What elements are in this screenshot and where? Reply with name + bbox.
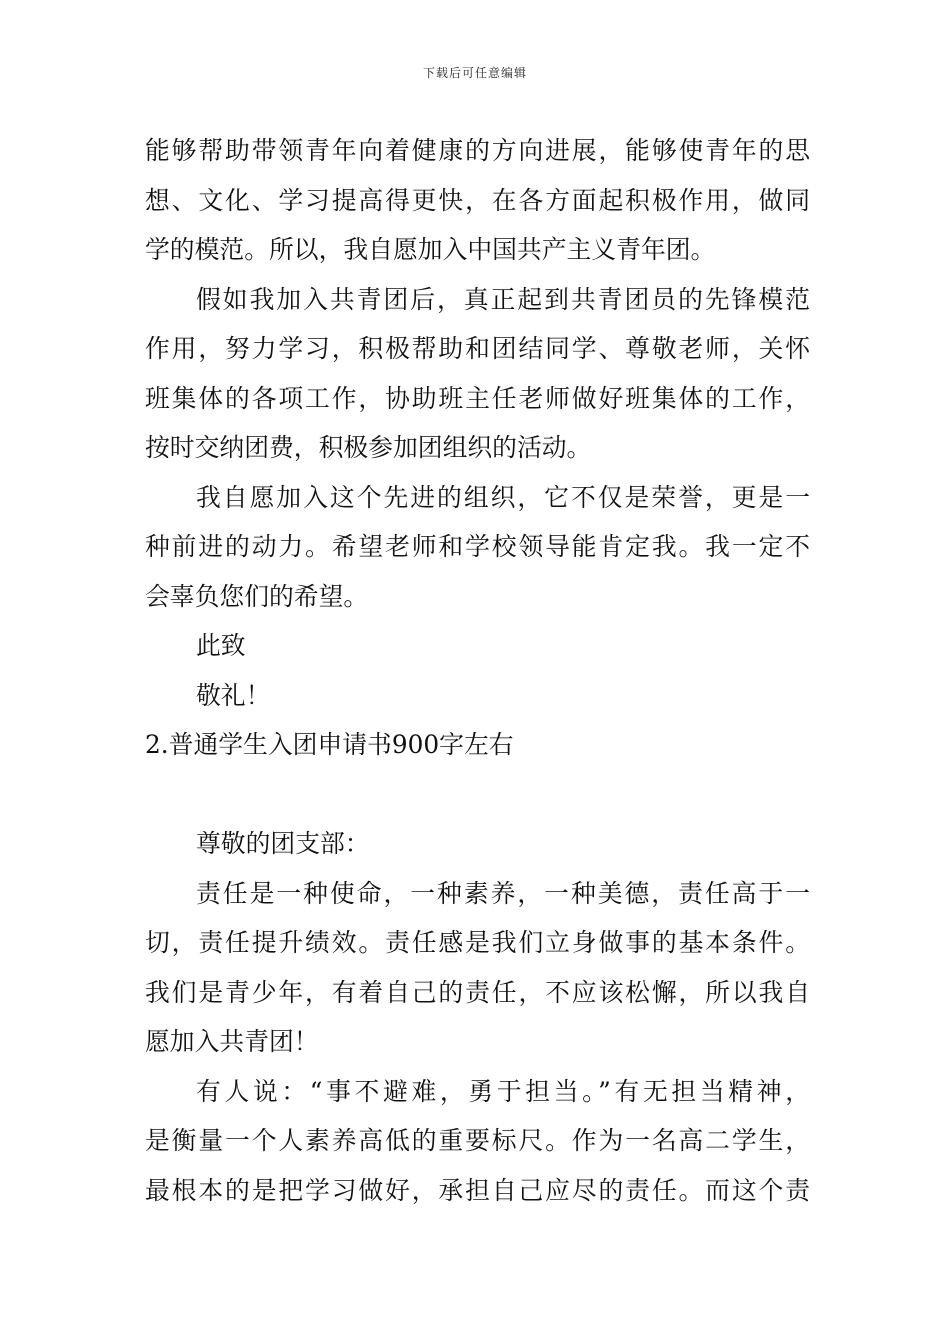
text-line: 班集体的各项工作，协助班主任老师做好班集体的工作， — [145, 383, 810, 413]
text-line: 愿加入共青团！ — [145, 1027, 319, 1056]
text-line: 学的模范。所以，我自愿加入中国共产主义青年团。 — [145, 235, 716, 264]
text-line: 假如我加入共青团后，真正起到共青团员的先锋模范 — [196, 284, 810, 314]
text-line: 能够帮助带领青年向着健康的方向进展，能够使青年的思 — [145, 136, 810, 165]
text-line: 我们是青少年，有着自己的责任，不应该松懈，所以我自 — [145, 977, 810, 1007]
text-line: 我自愿加入这个先进的组织，它不仅是荣誉，更是一 — [196, 482, 810, 512]
text-line: 责任是一种使命，一种素养，一种美德，责任高于一 — [196, 878, 810, 908]
page-header: 下载后可任意编辑 — [422, 66, 527, 80]
blank-line — [145, 770, 810, 820]
text-line: 最根本的是把学习做好，承担自己应尽的责任。而这个责 — [145, 1175, 810, 1205]
text-line: 种前进的动力。希望老师和学校领导能肯定我。我一定不 — [145, 532, 810, 561]
text-line: 敬礼！ — [196, 680, 271, 710]
text-line: 尊敬的团支部： — [196, 829, 370, 858]
text-line: 是衡量一个人素养高低的重要标尺。作为一名高二学生， — [145, 1126, 810, 1155]
text-line: 按时交纳团费，积极参加团组织的活动。 — [145, 433, 592, 462]
text-line: 想、文化、学习提高得更快，在各方面起积极作用，做同 — [145, 185, 810, 215]
document-body — [145, 126, 810, 1215]
text-line: 此致 — [196, 631, 246, 660]
text-line: 2.普通学生入团申请书900字左右 — [145, 730, 514, 759]
text-line: 作用，努力学习，积极帮助和团结同学、尊敬老师，关怀 — [145, 334, 810, 363]
text-line: 会辜负您们的希望。 — [145, 581, 369, 611]
text-line: 有人说：“事不避难，勇于担当。”有无担当精神， — [196, 1076, 810, 1106]
text-line: 切，责任提升绩效。责任感是我们立身做事的基本条件。 — [145, 928, 810, 957]
